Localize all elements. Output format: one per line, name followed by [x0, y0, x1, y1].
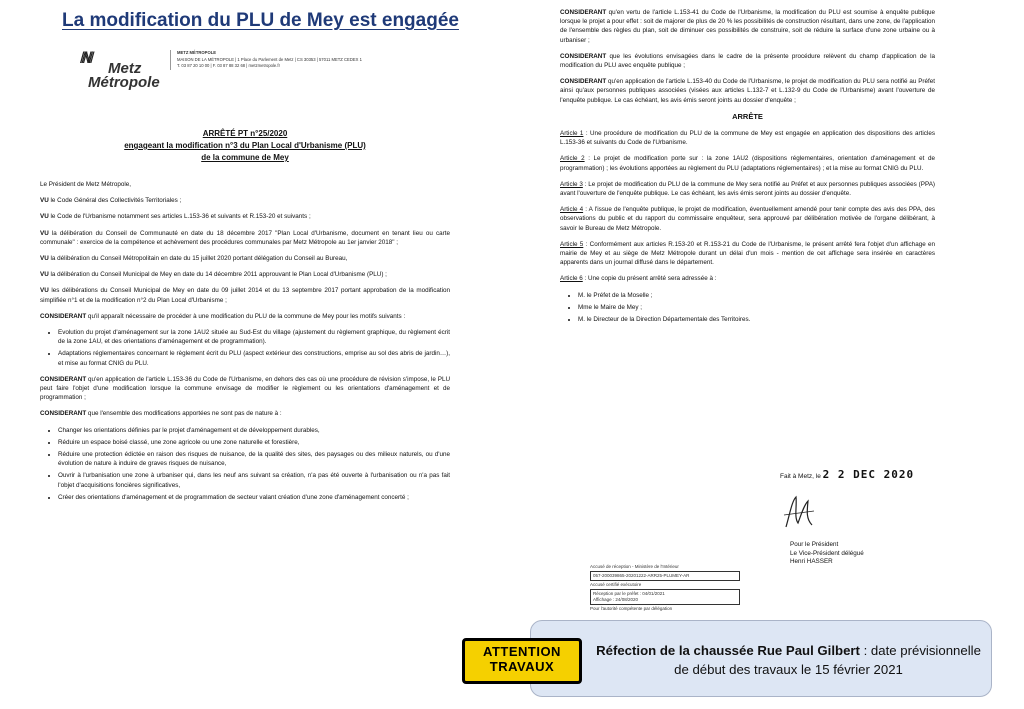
list-item: • Réduire un espace boisé classé, une zone agricole ou une zone naturelle et forestière,: [58, 438, 450, 447]
org-address-block: [170, 50, 457, 70]
org-address: MAISON DE LA MÉTROPOLE | 1 Place du Parlement de Metz | CS 30353 | 57011 METZ CEDEX 1: [177, 56, 362, 62]
list-item: • Adaptations réglementaires concernant le règlement écrit du PLU (aspect extérieur des constructions, emprise au sol des abris de jardin…), et mise au format CNIG du PLU.: [58, 349, 450, 367]
reception-stamp: Accusé de réception - Ministère de l'Intérieur 057-200039865-20201222-ARR25-PLUMEY-AR Accusé certifié exécutoire Réception par le préfet : 04/01/2021 Affichage : 24/08/2020 Pour l'autorité compétente par délégation: [590, 564, 740, 612]
list-item: • Ouvrir à l'urbanisation une zone à urbaniser qui, dans les neuf ans suivant sa création, n'a pas été ouverte à l'urbanisation ou n'a pas fait l'objet d'acquisitions foncières significatives,: [58, 471, 450, 489]
org-name: METZ MÉTROPOLE: [177, 50, 217, 55]
list-item: • Evolution du projet d'aménagement sur la zone 1AU2 située au Sud-Est du village (ajustement du règlement graphique, du règlement écrit de la zone 1AU, et des orientations d'aménagement et de programmation).: [58, 328, 450, 346]
attention-travaux-sign-icon: ATTENTION TRAVAUX: [462, 638, 582, 684]
article-paragraph: Article 5 : Conformément aux articles R.153-20 et R.153-21 du Code de l'Urbanisme, le présent arrêté fera l'objet d'un affichage en mairie de Mey et au siège de Metz Métropole durant un délai d'un mois - mention de cet affichage sera insérée en caractères apparents dans un journal diffusé dans le département.: [560, 240, 935, 267]
logo-text-line1: Metz: [108, 60, 142, 77]
vu-paragraph: VU la délibération du Conseil Métropolitain en date du 15 juillet 2020 portant délégation du Conseil au Bureau,: [40, 255, 348, 263]
vu-paragraph: VU le Code Général des Collectivités Territoriales ;: [40, 197, 182, 205]
logo-mark-icon: ///\\///: [80, 50, 92, 67]
org-contact: T. 03 87 20 10 00 | F. 03 87 88 32 68 | metzmetropole.fr: [177, 63, 280, 68]
article-paragraph: Article 4 : A l'issue de l'enquête publique, le projet de modification, éventuellement amendé pour tenir compte des avis des PPA, des observations du public et du rapport du commissaire enquêteur, sera approuvé par délibération motivée de l'organe délibérant, à savoir le Bureau de Metz Métropole.: [560, 206, 935, 232]
list-item: • M. le Préfet de la Moselle ;: [578, 291, 935, 300]
signature-area: [560, 468, 935, 638]
handwritten-signature: [782, 493, 816, 531]
article-paragraph: Article 1 : Une procédure de modification du PLU de la commune de Mey est engagée en application des dispositions des articles L.153-36 et suivants du Code de l'Urbanisme.: [560, 130, 935, 147]
considerant-paragraph: CONSIDERANT qu'en vertu de l'article L.153-41 du Code de l'Urbanisme, la modification du PLU est soumise à enquête publique lorsque le projet a pour effet : soit de majorer de plus de 20 % les possibilités de construction résultant, dans une zone, de l'application de l'ensemble des règles du plan, soit de diminuer ces possibilités de construire, soit de réduire la surface d'une zone urbaine ou à urbaniser ;: [560, 9, 935, 44]
article-paragraph: Article 2 : Le projet de modification porte sur : la zone 1AU2 (dispositions réglementaires, orientation d'aménagement et de programmation) ; les évolutions apportées au règlement du PLU (adaptations réglementaires) ; et la mise au format CNIG du PLU.: [560, 155, 935, 172]
list-item: • Changer les orientations définies par le projet d'aménagement et de développement durables,: [58, 426, 450, 435]
intro-paragraph: Le Président de Metz Métropole,: [40, 181, 132, 188]
works-notice-date: : date prévisionnelle de début des travaux le 15 février 2021: [674, 643, 981, 677]
considerant-paragraph: CONSIDERANT qu'il apparaît nécessaire de procéder à une modification du PLU de la commune de Mey pour les motifs suivants :: [40, 312, 406, 320]
works-notice-banner: [530, 620, 992, 697]
considerant-paragraph: CONSIDERANT que les évolutions envisagées dans le cadre de la présente procédure relèvent du champ d'application de la modification du PLU avec enquête publique ;: [560, 52, 935, 70]
motifs-list: [40, 328, 450, 368]
list-item: • Réduire une protection édictée en raison des risques de nuisance, de la qualité des sites, des paysages ou des milieux naturels, ou d'une évolution de nature à induire de graves risques de nuisance,: [58, 450, 450, 468]
list-item: • Mme le Maire de Mey ;: [578, 303, 935, 312]
date-stamp: 2 2 DEC 2020: [822, 468, 915, 481]
arrete-page-1: [40, 40, 450, 671]
arrete-heading: ARRÊTE: [732, 111, 763, 121]
list-item: • M. le Directeur de la Direction Départementale des Territoires.: [578, 315, 935, 324]
article-paragraph: Article 6 : Une copie du présent arrêté sera adressée à :: [560, 275, 717, 283]
vu-paragraph: VU les délibérations du Conseil Municipal de Mey en date du 09 juillet 2014 et du 13 septembre 2017 portant approbation de la modification simplifiée n°1 et de la modification n°2 du Plan Local d'Urbanisme ;: [40, 287, 450, 304]
works-notice-text: [591, 641, 986, 679]
signing-place-date: Fait à Metz, le 2 2 DEC 2020: [780, 468, 915, 481]
arrete-subject: engageant la modification n°3 du Plan Local d'Urbanisme (PLU): [124, 141, 366, 150]
recipients-list: [560, 291, 935, 325]
signer-block: Pour le Président Le Vice-Président délégué Henri HASSER: [790, 541, 864, 565]
arrete-commune: de la commune de Mey: [201, 153, 289, 162]
logo-text-line2: Métropole: [88, 74, 160, 91]
arrete-body-left: [40, 180, 450, 509]
considerant-paragraph: CONSIDERANT que l'ensemble des modifications apportées ne sont pas de nature à :: [40, 410, 282, 418]
page-headline: La modification du PLU de Mey est engagée: [62, 10, 459, 31]
vu-paragraph: VU le Code de l'Urbanisme notamment ses articles L.153-36 et suivants et R.153-20 et suivants ;: [40, 213, 311, 221]
vu-paragraph: VU la délibération du Conseil de Communauté en date du 18 décembre 2017 "Plan Local d'Urbanisme, document en tenant lieu ou carte communale" : exercice de la compétence et achèvement des procédures communales par Metz Métropole au 1er janvier 2018" ;: [40, 229, 450, 246]
article-paragraph: Article 3 : Le projet de modification du PLU de la commune de Mey sera notifié au Préfet et aux personnes publiques associées (PPA) avant l'ouverture de l'enquête publique. Le cas échéant, les avis émis seront joints au dossier d'enquête.: [560, 180, 935, 198]
works-notice-title: Réfection de la chaussée Rue Paul Gilbert: [596, 643, 860, 658]
arrete-number: ARRÊTÉ PT n°25/2020: [202, 129, 288, 138]
considerant-paragraph: CONSIDERANT qu'en application de l'article L.153-36 du Code de l'Urbanisme, en dehors des cas où une procédure de révision s'impose, le PLU peut faire l'objet d'une modification lorsque la commune envisage de modifier le règlement ou les orientations d'aménagement et de programmation ;: [40, 375, 450, 402]
conditions-list: [40, 426, 450, 502]
vu-paragraph: VU la délibération du Conseil Municipal de Mey en date du 14 décembre 2011 approuvant le Plan Local d'Urbanisme (PLU) ;: [40, 271, 387, 279]
list-item: • Créer des orientations d'aménagement et de programmation de secteur valant création d'une zone d'aménagement concerté ;: [58, 493, 450, 502]
arrete-title: [40, 128, 450, 164]
arrete-body-right: [560, 8, 935, 331]
considerant-paragraph: CONSIDERANT qu'en application de l'article L.153-40 du Code de l'Urbanisme, le projet de modification du PLU sera notifié au Préfet ainsi qu'aux personnes publiques associées (visées aux articles L.132-7 et L.132-9 du Code de l'Urbanisme) avant l'ouverture de l'enquête publique. Le cas échéant, les avis émis seront joints au dossier d'enquête ;: [560, 78, 935, 104]
